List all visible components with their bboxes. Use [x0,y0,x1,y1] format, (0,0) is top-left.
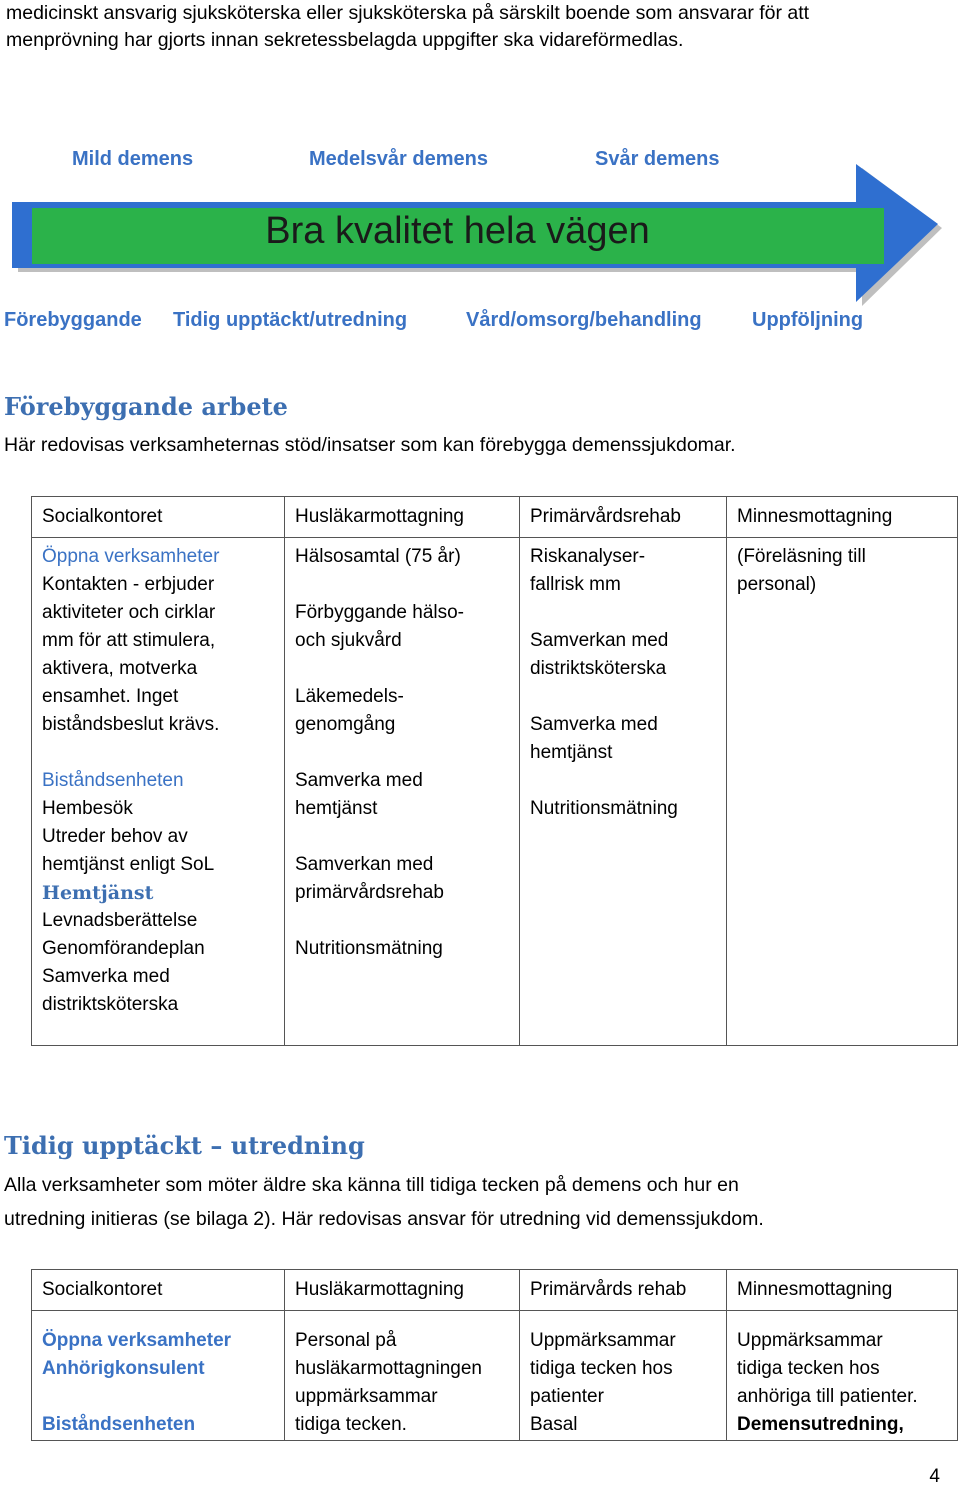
phase-followup: Uppföljning [752,309,864,331]
section-text-early-2: utredning initieras (se bilaga 2). Här redovisas ansvar för utredning vid demenssjukdom. [4,1208,764,1230]
header-cell: Socialkontoret [32,1270,285,1311]
intro-paragraph [6,0,956,54]
stage-medium: Medelsvår demens [309,148,488,170]
open-activities-text: Kontakten - erbjuder aktiviteter och cirklar mm för att stimulera, aktivera, motverka ensamhet. Inget biståndsbeslut krävs. [42,574,220,735]
rehab-text-2: Uppmärksammar tidiga tecken hos patienter Basal [530,1330,676,1435]
huslakar-text-2: Personal på husläkarmottagningen uppmärksammar tidiga tecken. [295,1330,482,1435]
header-cell: Minnesmottagning [727,497,958,538]
minnes-text: (Föreläsning till personal) [737,546,866,595]
rehab-text: Riskanalyser- fallrisk mm Samverkan med distriktsköterska Samverka med hemtjänst Nutritionsmätning [530,546,678,819]
stage-severe: Svår demens [595,148,720,170]
hemtjanst-text: Levnadsberättelse Genomförandeplan Samverka med distriktsköterska [42,910,205,1015]
cell-huslakar [285,538,520,1046]
bistand-text: Hembesök Utreder behov av hemtjänst enligt SoL [42,798,215,875]
intro-line-2: menprövning har gjorts innan sekretessbelagda uppgifter ska vidareförmedlas. [6,29,684,51]
section-text-preventive: Här redovisas verksamheternas stöd/insatser som kan förebygga demenssjukdomar. [4,434,736,456]
cell-socialkontoret-2 [32,1311,285,1441]
huslakar-text: Hälsosamtal (75 år) Förbyggande hälso- och sjukvård Läkemedels- genomgång Samverka med hemtjänst Samverkan med primärvårdsrehab Nutritionsmätning [295,546,464,959]
cell-rehab [520,538,727,1046]
header-cell: Primärvårds rehab [520,1270,727,1311]
bistand-title: Biståndsenheten [42,770,184,791]
header-cell: Socialkontoret [32,497,285,538]
cell-minnes [727,538,958,1046]
open-activities-title-2: Öppna verksamheter [42,1330,232,1351]
section-text-early-1: Alla verksamheter som möter äldre ska känna till tidiga tecken på demens och hur en [4,1174,739,1196]
section-heading-preventive: Förebyggande arbete [4,392,288,421]
minnes-text-2: Uppmärksammar tidiga tecken hos anhöriga till patienter. [737,1330,918,1407]
phase-early-detection: Tidig upptäckt/utredning [173,309,408,331]
intro-line-1: medicinskt ansvarig sjuksköterska eller sjuksköterska på särskilt boende som ansvarar för att [6,2,810,24]
cell-socialkontoret [32,538,285,1046]
bistand-title-2: Biståndsenheten [42,1414,196,1435]
relative-consultant: Anhörigkonsulent [42,1358,205,1379]
cell-huslakar-2 [285,1311,520,1441]
hemtjanst-title: Hemtjänst [42,882,154,904]
cell-rehab-2 [520,1311,727,1441]
header-cell: Husläkarmottagning [285,497,520,538]
phase-care: Vård/omsorg/behandling [466,309,702,331]
table-early-detection [31,1269,958,1441]
header-cell: Husläkarmottagning [285,1270,520,1311]
dementia-investigation: Demensutredning, [737,1414,904,1435]
cell-minnes-2 [727,1311,958,1441]
phase-preventive: Förebyggande [4,309,142,331]
header-cell: Primärvårdsrehab [520,497,727,538]
section-heading-early: Tidig upptäckt – utredning [4,1131,365,1160]
table-preventive [31,496,958,1046]
stage-mild: Mild demens [72,148,194,170]
open-activities-title: Öppna verksamheter [42,546,220,567]
banner-text: Bra kvalitet hela vägen [265,210,650,252]
header-cell: Minnesmottagning [727,1270,958,1311]
page-number: 4 [929,1466,940,1487]
